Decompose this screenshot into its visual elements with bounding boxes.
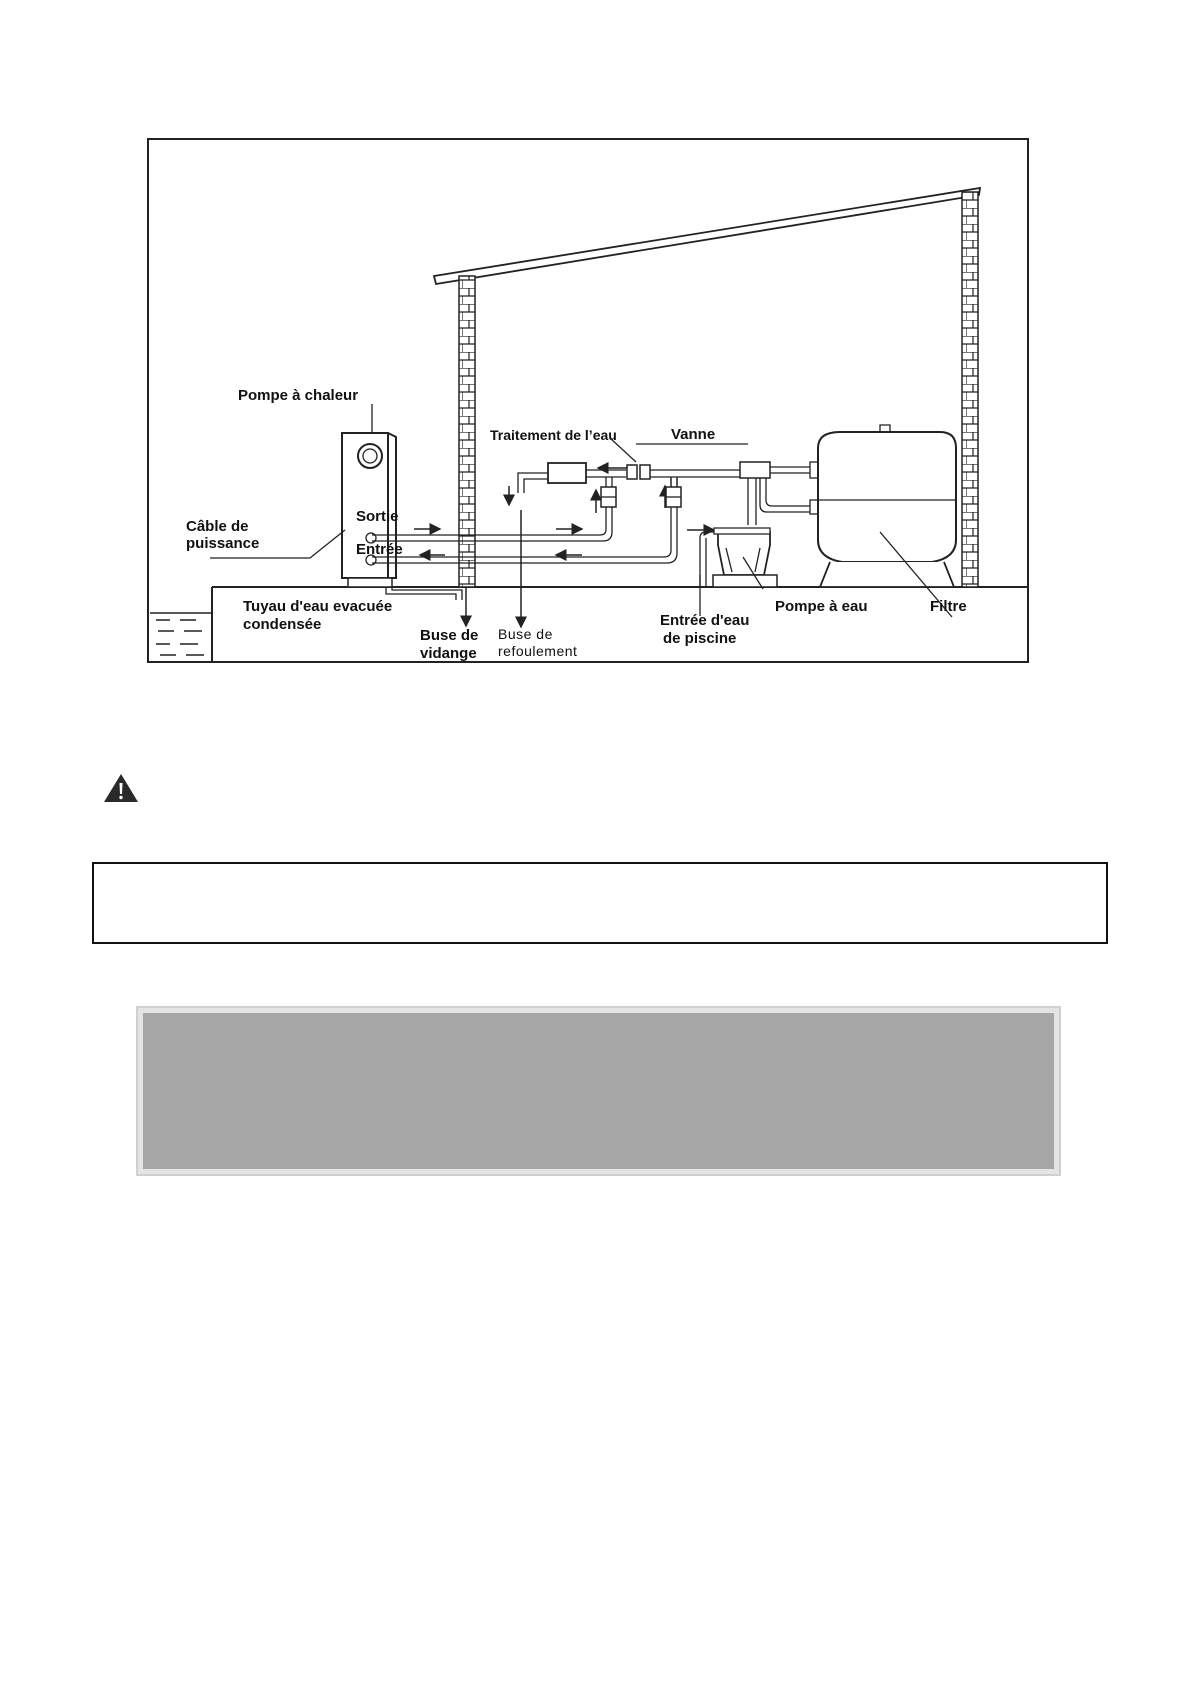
note-box xyxy=(92,862,1108,944)
condensate-label-1: Tuyau d'eau evacuée xyxy=(243,598,393,615)
filter-tank xyxy=(818,425,956,587)
pool-inlet-label-1: Entrée d'eau xyxy=(660,612,750,629)
pool-inlet-label-2: de piscine xyxy=(663,630,737,647)
water-treatment-label: Traitement de l’eau xyxy=(490,427,617,443)
heat-pump-label: Pompe à chaleur xyxy=(238,387,359,404)
valve-label: Vanne xyxy=(671,426,716,443)
water-treatment-box xyxy=(548,463,586,483)
water-pump-label: Pompe à eau xyxy=(775,598,868,615)
inlet-label: Entrée xyxy=(356,541,403,558)
condensate-label-2: condensée xyxy=(243,616,322,633)
drain-nozzle-label-2: vidange xyxy=(420,645,477,662)
filter-label: Filtre xyxy=(930,598,967,615)
installation-diagram xyxy=(0,0,1191,720)
power-cable-label-2: puissance xyxy=(186,535,260,552)
discharge-nozzle-label-2: refoulement xyxy=(498,643,578,659)
right-wall xyxy=(962,192,978,587)
power-cable-label-1: Câble de xyxy=(186,518,249,535)
outlet-label: Sortie xyxy=(356,508,399,525)
warning-triangle-icon xyxy=(102,772,140,804)
valve xyxy=(627,465,637,479)
grey-panel xyxy=(138,1008,1059,1174)
discharge-nozzle-label-1: Buse de xyxy=(498,626,553,642)
drain-nozzle-label-1: Buse de xyxy=(420,627,479,644)
